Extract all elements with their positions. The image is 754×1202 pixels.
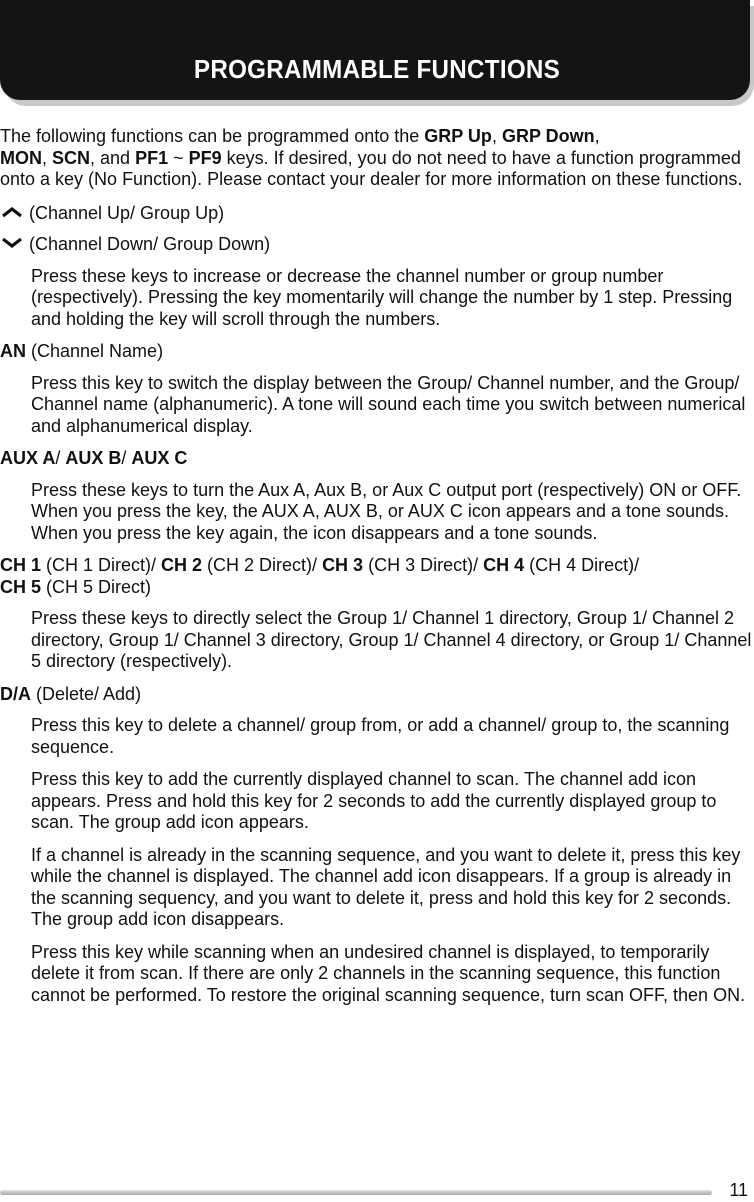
da-description-4: Press this key while scanning when an undesired channel is displayed, to temporarily delete it from scan. If there are only 2 channels in the scanning sequence, this function cannot be performed. To restore the original scanning sequence, turn scan OFF, then ON. bbox=[31, 941, 746, 1005]
separator: / bbox=[121, 448, 132, 468]
da-description-3: If a channel is already in the scanning sequence, and you want to delete it, press this key while the channel is displayed. The channel add icon disappears. If a group is already in the scanning sequency, and you want to delete it, press and hold this key for 2 seconds. The group add icon disappears. bbox=[31, 844, 741, 929]
heading-label: (CH 2 Direct)/ bbox=[202, 555, 323, 575]
key-grp-up: GRP Up bbox=[424, 126, 492, 146]
footer-rule bbox=[0, 1190, 712, 1195]
key-grp-down: GRP Down bbox=[501, 126, 595, 146]
intro-paragraph bbox=[0, 126, 754, 191]
heading-da bbox=[0, 684, 754, 706]
intro-text: ~ bbox=[168, 147, 189, 168]
heading-label: (Channel Up/ Group Up) bbox=[29, 202, 225, 223]
an-description: Press this key to switch the display between the Group/ Channel number, and the Group/ Channel name (alphanumeric). A tone will sound each time you switch between numerical and alphanumerical display. bbox=[31, 372, 746, 436]
key-an: AN bbox=[0, 341, 26, 361]
chevron-down-icon bbox=[0, 237, 24, 249]
heading-aux bbox=[0, 448, 754, 470]
key-ch2: CH 2 bbox=[161, 555, 203, 575]
key-aux-b: AUX B bbox=[65, 448, 122, 468]
heading-label: (Channel Down/ Group Down) bbox=[29, 234, 271, 254]
heading-label: (CH 1 Direct)/ bbox=[41, 555, 162, 575]
key-scn: SCN bbox=[52, 147, 91, 168]
key-ch5: CH 5 bbox=[0, 576, 42, 597]
key-ch1: CH 1 bbox=[0, 555, 42, 575]
header-banner bbox=[0, 0, 750, 100]
intro-text: , bbox=[42, 147, 53, 168]
page-footer bbox=[0, 1180, 754, 1202]
ch-description: Press these keys to directly select the Group 1/ Channel 1 directory, Group 1/ Channel 2 directory, Group 1/ Channel 3 directory, Group 1/ Channel 4 directory, or Group 1/ Channel 5 directory (respectively). bbox=[31, 608, 752, 671]
page-number: 11 bbox=[729, 1180, 748, 1200]
page-content bbox=[0, 126, 754, 1017]
up-down-description: Press these keys to increase or decrease the channel number or group number (respectively). Pressing the key momentarily will change the number by 1 step. Pressing and holding the key will scroll through the numbers. bbox=[31, 265, 733, 329]
heading-ch bbox=[0, 555, 754, 598]
key-aux-a: AUX A bbox=[0, 448, 56, 468]
heading-label: (CH 4 Direct)/ bbox=[524, 555, 640, 575]
key-da: D/A bbox=[0, 683, 31, 704]
heading-an bbox=[0, 341, 754, 363]
key-aux-c: AUX C bbox=[131, 448, 188, 468]
key-ch3: CH 3 bbox=[322, 555, 364, 575]
heading-label: (CH 5 Direct) bbox=[41, 576, 152, 597]
da-description-1: Press this key to delete a channel/ group from, or add a channel/ group to, the scanning sequence. bbox=[31, 715, 730, 757]
heading-channel-up bbox=[0, 203, 754, 225]
intro-text: , bbox=[491, 126, 502, 146]
key-pf1: PF1 bbox=[135, 147, 169, 168]
separator: / bbox=[55, 448, 66, 468]
heading-channel-down bbox=[0, 234, 754, 256]
intro-text: keys. If desired, you do not need to have a function programmed onto a key (No Function). Please contact your dealer for more information on these functions. bbox=[0, 147, 743, 189]
page-title: PROGRAMMABLE FUNCTIONS bbox=[193, 54, 561, 84]
heading-label: (Delete/ Add) bbox=[31, 683, 142, 704]
intro-text: The following functions can be programmed onto the bbox=[0, 126, 425, 146]
key-pf9: PF9 bbox=[188, 147, 222, 168]
chevron-up-icon bbox=[0, 206, 24, 218]
intro-text: , and bbox=[90, 147, 136, 168]
intro-text: , bbox=[594, 126, 600, 146]
key-ch4: CH 4 bbox=[483, 555, 525, 575]
heading-label: (Channel Name) bbox=[26, 341, 164, 361]
aux-description: Press these keys to turn the Aux A, Aux B, or Aux C output port (respectively) ON or OFF. When you press the key, the AUX A, AUX B, or AUX C icon appears and a tone sounds. When you press the key again, the icon disappears and a tone sounds. bbox=[31, 479, 742, 543]
heading-label: (CH 3 Direct)/ bbox=[363, 555, 484, 575]
key-mon: MON bbox=[0, 147, 42, 168]
da-description-2: Press this key to add the currently displayed channel to scan. The channel add icon appears. Press and hold this key for 2 seconds to add the currently displayed group to scan. The group add icon appears. bbox=[31, 769, 717, 832]
